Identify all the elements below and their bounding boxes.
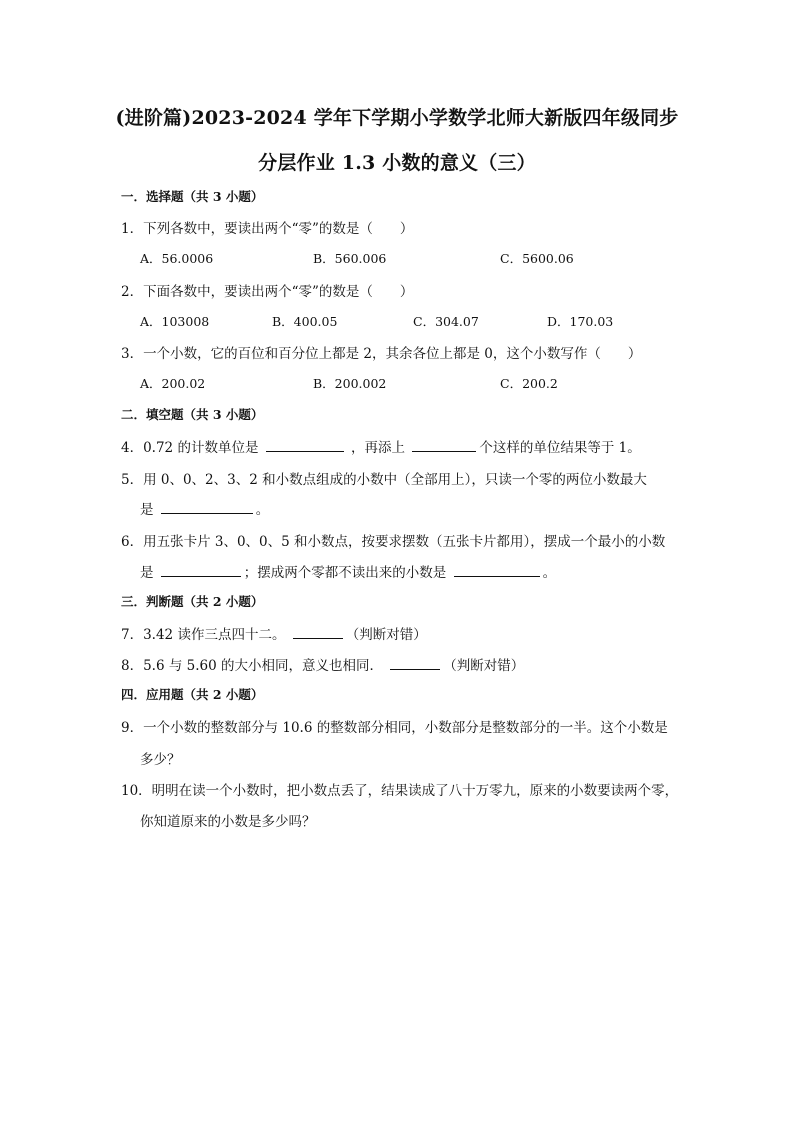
question-3-stem: 3．一个小数，它的百位和百分位上都是 2，其余各位上都是 0，这个小数写作（ ） [121, 346, 642, 362]
question-6-text-3: 。 [542, 565, 557, 581]
question-4-text-2: ，再添上 [351, 440, 406, 456]
question-8 [121, 654, 524, 674]
answer-blank[interactable] [412, 439, 476, 452]
question-5-line2 [140, 498, 269, 518]
question-10-line2: 你知道原来的小数是多少吗？ [140, 814, 316, 830]
section-heading-fill: 二．填空题（共 3 小题） [121, 407, 264, 422]
section-heading-choice: 一．选择题（共 3 小题） [121, 189, 264, 204]
question-7 [121, 623, 427, 643]
question-2-option-b: B．400.05 [272, 314, 338, 329]
question-5-text-2: 。 [255, 502, 270, 518]
question-2-option-c: C．304.07 [413, 314, 479, 329]
question-4-text-3: 个这样的单位结果等于 1。 [479, 440, 641, 456]
question-7-text-2: （判断对错） [345, 627, 427, 643]
question-3-option-c: C．200.2 [500, 376, 558, 391]
question-4 [121, 436, 641, 456]
question-6-line1: 6．用五张卡片 3、0、0、5 和小数点，按要求摆数（五张卡片都用），摆成一个最小的小数 [121, 534, 666, 550]
question-3-option-a: A．200.02 [140, 376, 206, 391]
answer-blank[interactable] [293, 626, 343, 639]
question-10-line1: 10．明明在读一个小数时，把小数点丢了，结果读成了八十万零九，原来的小数要读两个零， [121, 783, 679, 799]
question-1-option-b: B．560.006 [313, 251, 387, 266]
answer-blank[interactable] [266, 439, 344, 452]
question-9-line1: 9．一个小数的整数部分与 10.6 的整数部分相同，小数部分是整数部分的一半。这个小数是 [121, 720, 668, 736]
page-title-line2: 分层作业 1.3 小数的意义（三） [258, 152, 536, 174]
section-heading-application: 四．应用题（共 2 小题） [121, 687, 264, 702]
question-1-option-c: C．5600.06 [500, 251, 574, 266]
question-6-text-1: 是 [140, 565, 154, 581]
question-5-text-1: 是 [140, 502, 154, 518]
question-4-text-1: 4．0.72 的计数单位是 [121, 440, 259, 456]
question-6-text-2: ；摆成两个零都不读出来的小数是 [243, 565, 447, 581]
question-6-line2 [140, 561, 556, 581]
answer-blank[interactable] [161, 501, 253, 514]
question-8-text-1: 8．5.6 与 5.60 的大小相同，意义也相同． [121, 658, 383, 674]
question-1-option-a: A．56.0006 [140, 251, 214, 266]
question-5-line1: 5．用 0、0、2、3、2 和小数点组成的小数中（全部用上），只读一个零的两位小数最大 [121, 472, 647, 488]
question-1-stem: 1．下列各数中，要读出两个“零”的数是（ ） [121, 221, 414, 237]
answer-blank[interactable] [390, 657, 440, 670]
question-8-text-2: （判断对错） [443, 658, 525, 674]
question-7-text-1: 7．3.42 读作三点四十二。 [121, 627, 286, 643]
answer-blank[interactable] [161, 564, 241, 577]
section-heading-judge: 三．判断题（共 2 小题） [121, 594, 264, 609]
question-3-option-b: B．200.002 [313, 376, 387, 391]
question-2-stem: 2．下面各数中，要读出两个“零”的数是（ ） [121, 284, 414, 300]
page-title-line1: (进阶篇)2023-2024 学年下学期小学数学北师大新版四年级同步 [115, 107, 679, 129]
question-2-option-d: D．170.03 [547, 314, 614, 329]
answer-blank[interactable] [454, 564, 540, 577]
question-9-line2: 多少？ [140, 752, 181, 768]
question-2-option-a: A．103008 [140, 314, 210, 329]
